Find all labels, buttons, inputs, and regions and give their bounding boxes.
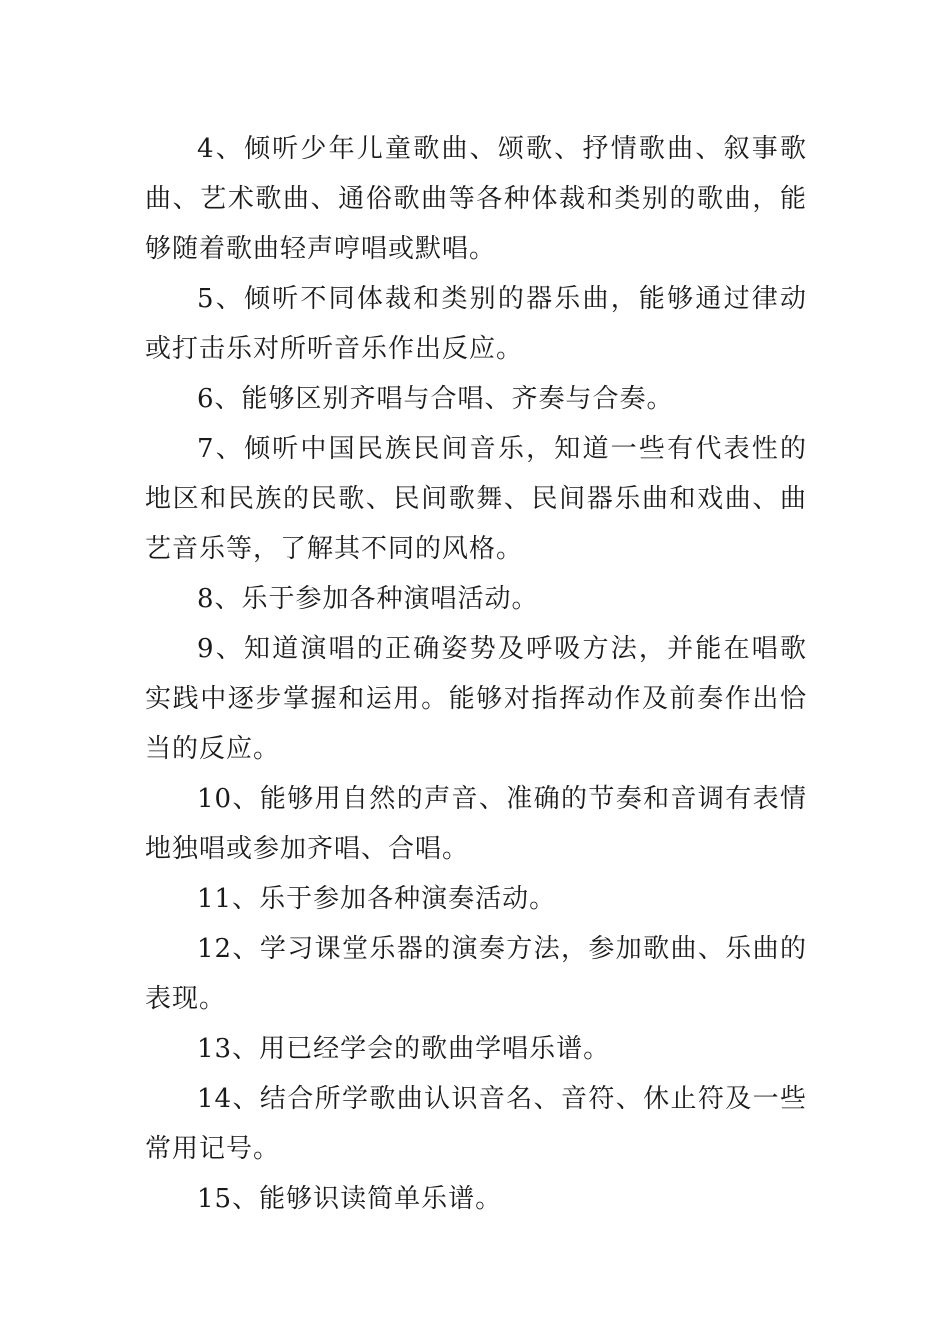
paragraph-item-13: 13、用已经学会的歌曲学唱乐谱。	[197, 1034, 611, 1064]
paragraph-item-5: 5、倾听不同体裁和类别的器乐曲，能够通过律动或打击乐对所听音乐作出反应。	[145, 284, 807, 364]
paragraph-item-11: 11、乐于参加各种演奏活动。	[197, 884, 557, 914]
paragraph-item-7: 7、倾听中国民族民间音乐，知道一些有代表性的地区和民族的民歌、民间歌舞、民间器乐曲和戏曲、曲艺音乐等，了解其不同的风格。	[145, 434, 807, 564]
document-body	[145, 124, 807, 1224]
paragraph-item-12: 12、学习课堂乐器的演奏方法，参加歌曲、乐曲的表现。	[145, 934, 807, 1014]
paragraph-item-14: 14、结合所学歌曲认识音名、音符、休止符及一些常用记号。	[145, 1084, 807, 1164]
paragraph-item-9: 9、知道演唱的正确姿势及呼吸方法，并能在唱歌实践中逐步掌握和运用。能够对指挥动作及前奏作出恰当的反应。	[145, 634, 807, 764]
paragraph-item-8: 8、乐于参加各种演唱活动。	[197, 584, 539, 614]
paragraph-item-4: 4、倾听少年儿童歌曲、颂歌、抒情歌曲、叙事歌曲、艺术歌曲、通俗歌曲等各种体裁和类别的歌曲，能够随着歌曲轻声哼唱或默唱。	[145, 134, 807, 264]
paragraph-item-10: 10、能够用自然的声音、准确的节奏和音调有表情地独唱或参加齐唱、合唱。	[145, 784, 807, 864]
paragraph-item-15: 15、能够识读简单乐谱。	[197, 1184, 503, 1214]
paragraph-item-6: 6、能够区别齐唱与合唱、齐奏与合奏。	[197, 384, 674, 414]
